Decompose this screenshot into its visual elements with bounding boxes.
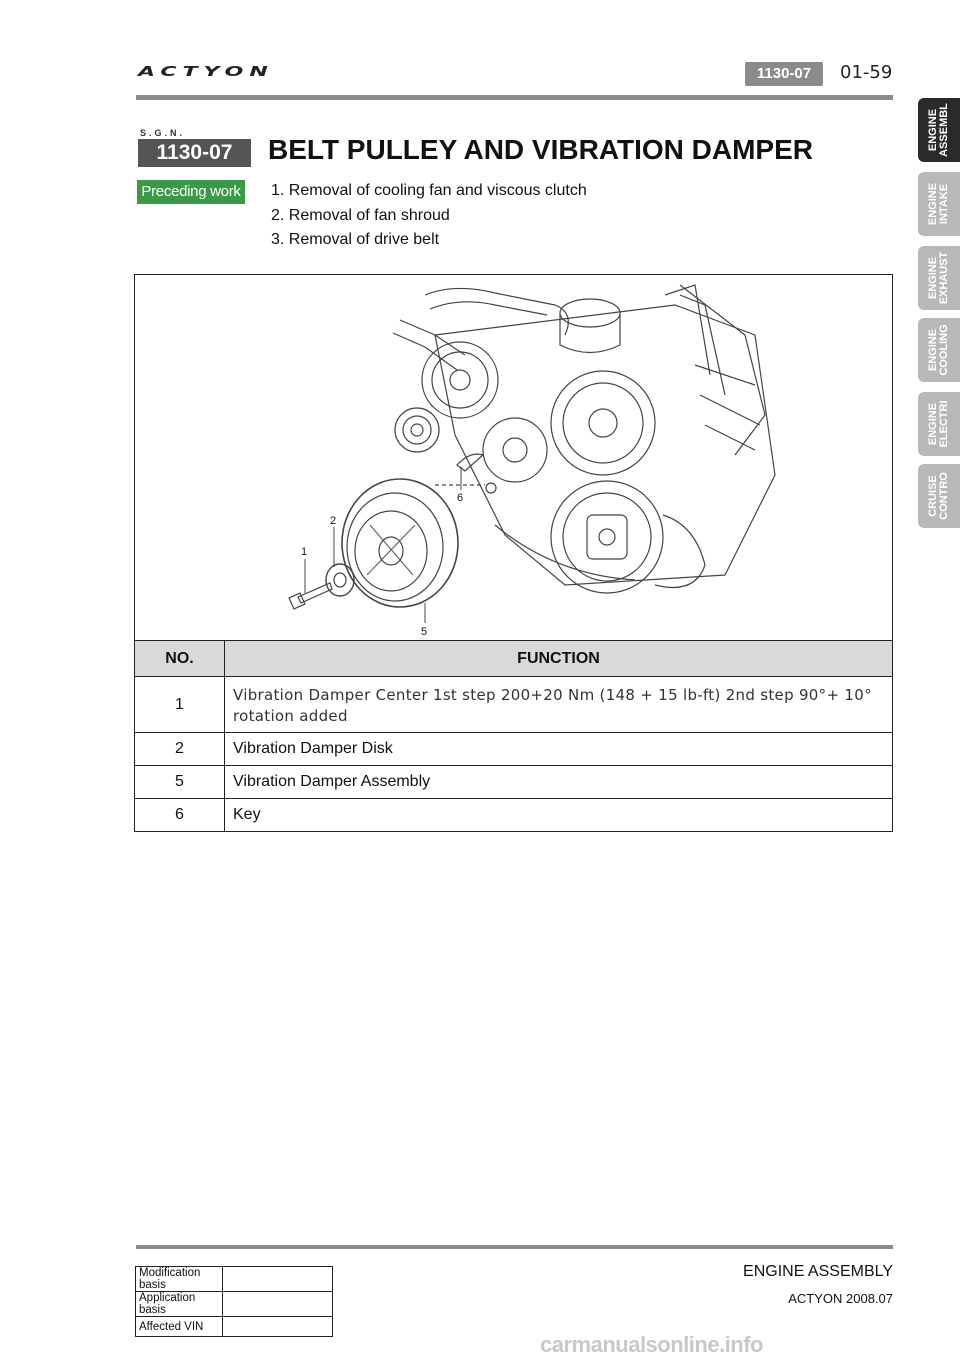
page-number: 01-59 (840, 62, 893, 83)
table-row (135, 677, 893, 733)
part-function: Vibration Damper Disk (225, 733, 893, 766)
callout-2: 2 (330, 515, 337, 527)
part-number: 1 (135, 677, 225, 733)
callout-1: 1 (301, 546, 308, 558)
table-row (135, 766, 893, 799)
column-header-function: FUNCTION (225, 641, 893, 677)
table-row (136, 1267, 333, 1292)
section-title: BELT PULLEY AND VIBRATION DAMPER (268, 134, 813, 165)
preceding-work-step: 2. Removal of fan shroud (271, 206, 450, 224)
modification-basis-value (223, 1267, 333, 1292)
side-tab-engine-assembly[interactable]: ENGINE ASSEMBL (918, 98, 960, 162)
side-tab-engine-cooling[interactable]: ENGINE COOLING (918, 318, 960, 382)
affected-vin-value (223, 1317, 333, 1337)
engine-front-illustration (135, 275, 892, 641)
preceding-work-badge: Preceding work (137, 180, 245, 204)
part-function: Vibration Damper Assembly (225, 766, 893, 799)
exploded-view-figure (134, 274, 893, 640)
brand-logo: ACTYON (138, 64, 274, 80)
footer-rule (136, 1245, 893, 1249)
application-basis-label: Application basis (136, 1292, 223, 1317)
modification-basis-label: Modification basis (136, 1267, 223, 1292)
table-row (135, 733, 893, 766)
footer-edition: ACTYON 2008.07 (788, 1291, 893, 1306)
table-row (135, 799, 893, 832)
side-tab-engine-exhaust[interactable]: ENGINE EXHAUST (918, 246, 960, 310)
modification-table (135, 1266, 333, 1337)
preceding-work-step: 3. Removal of drive belt (271, 231, 440, 248)
part-number: 6 (135, 799, 225, 832)
sgn-label: S.G.N. (140, 128, 186, 138)
column-header-no: NO. (135, 641, 225, 677)
table-header-row (135, 641, 893, 677)
application-basis-value (223, 1292, 333, 1317)
table-row (136, 1317, 333, 1337)
parts-function-table (134, 640, 893, 832)
part-function: Key (225, 799, 893, 832)
side-tab-engine-intake[interactable]: ENGINE INTAKE (918, 172, 960, 236)
section-code-badge: 1130-07 (138, 139, 251, 167)
footer-section-name: ENGINE ASSEMBLY (743, 1263, 893, 1280)
preceding-work-list (271, 182, 587, 256)
watermark[interactable]: carmanualsonline.info (540, 1332, 763, 1357)
callout-6: 6 (457, 492, 464, 504)
header-rule (136, 95, 893, 100)
part-function: Vibration Damper Center 1st step 200+20 Nm (148 + 15 lb-ft) 2nd step 90°+ 10° rotation added (225, 677, 893, 733)
side-tab-cruise-control[interactable]: CRUISE CONTRO (918, 464, 960, 528)
preceding-work-step: 1. Removal of cooling fan and viscous clutch (271, 182, 587, 199)
part-number: 2 (135, 733, 225, 766)
header-section-code: 1130-07 (745, 62, 823, 86)
callout-5: 5 (421, 626, 428, 638)
part-number: 5 (135, 766, 225, 799)
affected-vin-label: Affected VIN (136, 1317, 223, 1337)
side-tab-engine-electrical[interactable]: ENGINE ELECTRI (918, 392, 960, 456)
table-row (136, 1292, 333, 1317)
